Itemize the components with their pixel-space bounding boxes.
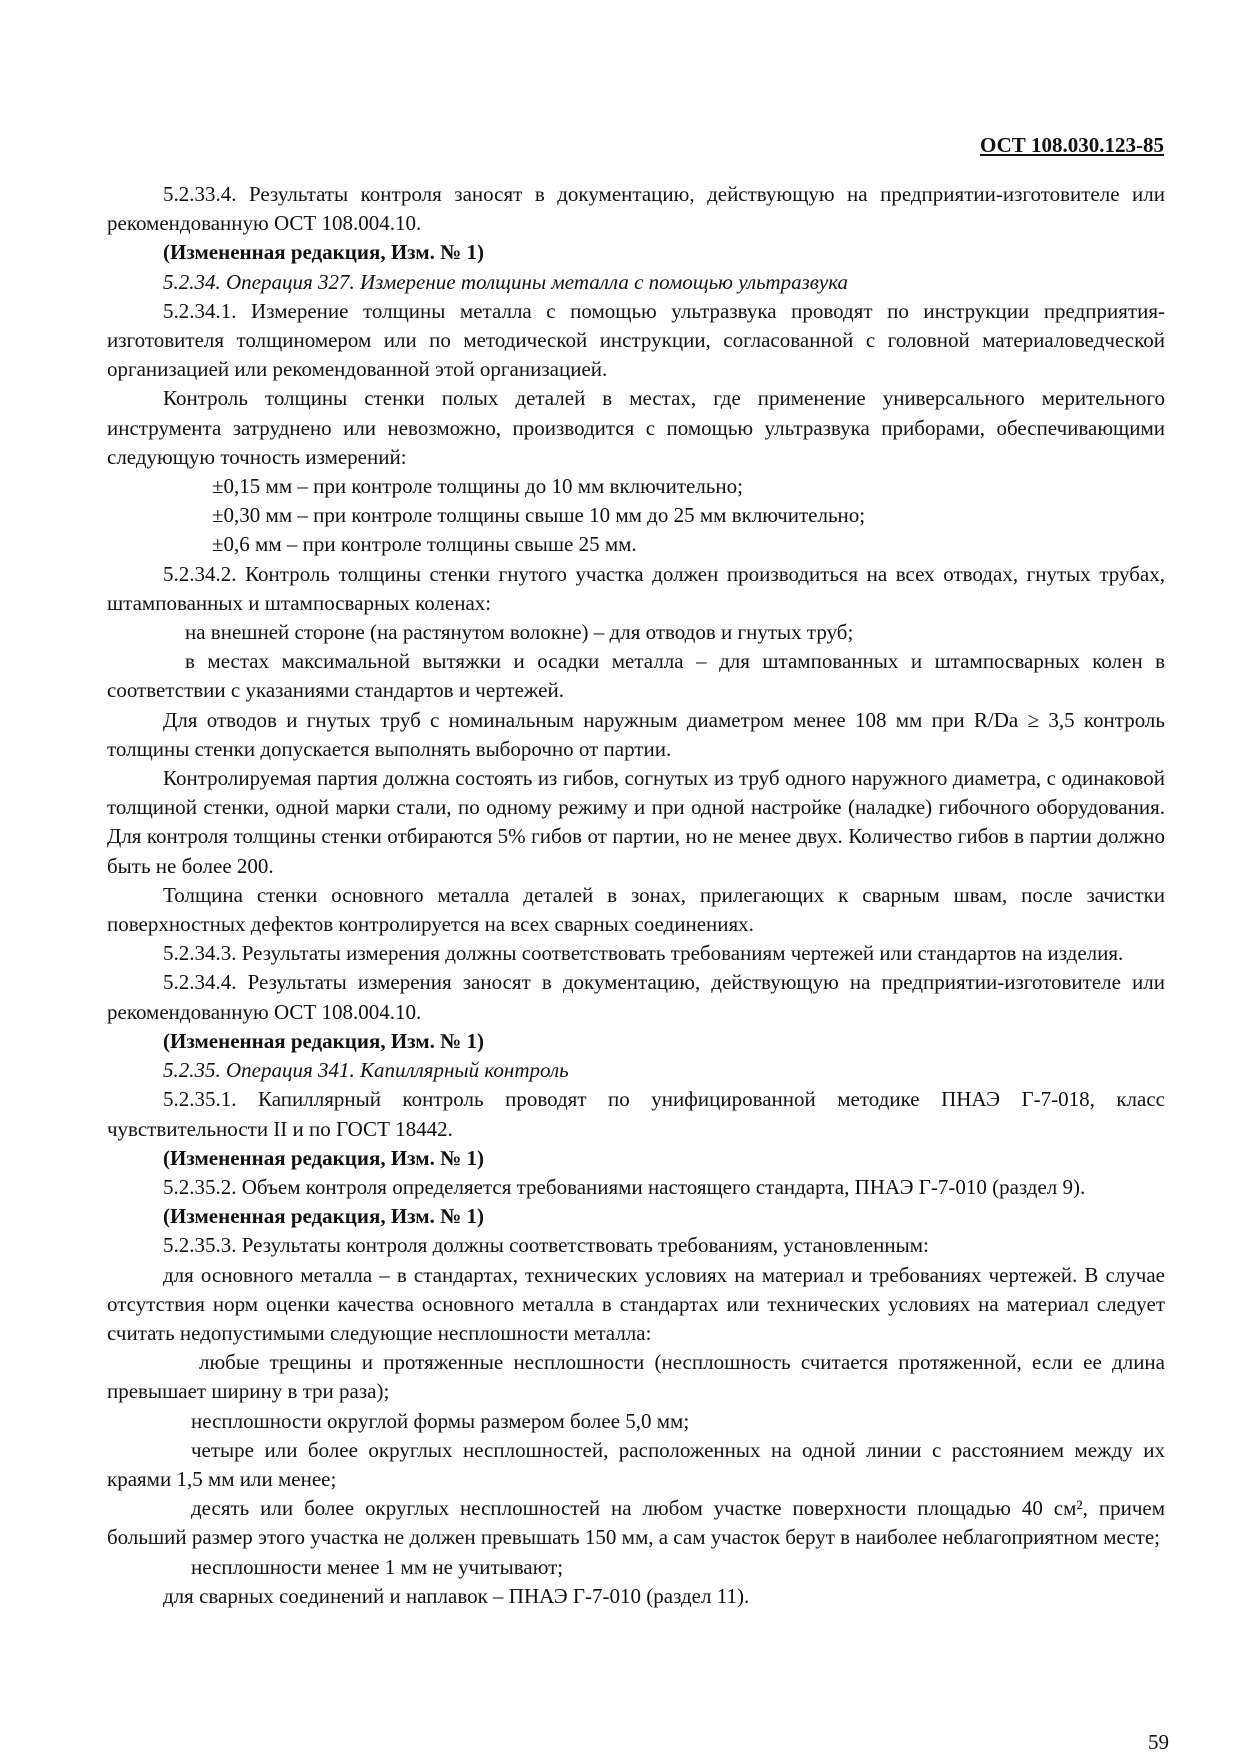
paragraph: 5.2.35.3. Результаты контроля должны соответствовать требованиям, установленным:: [163, 1233, 929, 1258]
amendment-note: (Измененная редакция, Изм. № 1): [163, 1145, 484, 1170]
paragraph: 5.2.34.3. Результаты измерения должны соответствовать требованиям чертежей или стандартов на изделия.: [163, 941, 1124, 966]
document-code: ОСТ 108.030.123-85: [979, 133, 1164, 157]
paragraph: для основного металла – в стандартах, технических условиях на материал и требованиях чертежей. В случае отсутствия норм оценки качества основного металла в стандартах или технических условиях на материал следует считать недопустимыми следующие несплошности металла:: [107, 1262, 1165, 1345]
page-number: 59: [1148, 1730, 1169, 1754]
document-body: [107, 180, 1165, 1611]
paragraph: Толщина стенки основного металла деталей в зонах, прилегающих к сварным швам, после зачистки поверхностных дефектов контролируется на всех сварных соединениях.: [107, 882, 1165, 937]
list-item: десять или более округлых несплошностей на любом участке поверхности площадью 40 см², причем больший размер этого участка не должен превышать 150 мм, а сам участок берут в наиболее неблагоприятном месте;: [107, 1496, 1165, 1550]
paragraph: 5.2.35.1. Капиллярный контроль проводят по унифицированной методике ПНАЭ Г-7-018, класс чувствительности II и по ГОСТ 18442.: [107, 1087, 1165, 1141]
paragraph: 5.2.34.2. Контроль толщины стенки гнутого участка должен производиться на всех отводах, гнутых трубах, штампованных и штампосварных коленах:: [107, 561, 1165, 615]
amendment-note: (Измененная редакция, Изм. № 1): [163, 240, 484, 265]
paragraph: 5.2.34.1. Измерение толщины металла с помощью ультразвука проводят по инструкции предприятия-изготовителя толщиномером или по методической инструкции, согласованной с головной материаловедческой организацией или рекомендованной этой организацией.: [107, 298, 1165, 382]
paragraph: для сварных соединений и наплавок – ПНАЭ Г-7-010 (раздел 11).: [163, 1583, 750, 1608]
paragraph: 5.2.33.4. Результаты контроля заносят в документацию, действующую на предприятии-изготовителе или рекомендованную ОСТ 108.004.10.: [107, 182, 1165, 236]
paragraph: Для отводов и гнутых труб с номинальным наружным диаметром менее 108 мм при R/Da ≥ 3,5 контроль толщины стенки допускается выполнять выборочно от партии.: [107, 707, 1165, 761]
list-item: несплошности менее 1 мм не учитывают;: [191, 1554, 564, 1579]
list-item: четыре или более округлых несплошностей, расположенных на одной линии с расстоянием между их краями 1,5 мм или менее;: [107, 1437, 1165, 1491]
section-heading: 5.2.34. Операция 327. Измерение толщины металла с помощью ультразвука: [163, 269, 849, 294]
amendment-note: (Измененная редакция, Изм. № 1): [163, 1028, 484, 1053]
list-item: ±0,6 мм – при контроле толщины свыше 25 мм.: [212, 532, 637, 557]
list-item: ±0,30 мм – при контроле толщины свыше 10 мм до 25 мм включительно;: [212, 503, 866, 528]
list-item: в местах максимальной вытяжки и осадки металла – для штампованных и штампосварных колен в соответствии с указаниями стандартов и чертежей.: [107, 649, 1165, 703]
list-item: ±0,15 мм – при контроле толщины до 10 мм включительно;: [212, 474, 743, 499]
list-item: любые трещины и протяженные несплошности (несплошность считается протяженной, если ее длина превышает ширину в три раза);: [107, 1350, 1165, 1404]
list-item: на внешней стороне (на растянутом волокне) – для отводов и гнутых труб;: [185, 620, 854, 645]
amendment-note: (Измененная редакция, Изм. № 1): [163, 1204, 484, 1229]
section-heading: 5.2.35. Операция 341. Капиллярный контроль: [163, 1058, 569, 1083]
paragraph: Контроль толщины стенки полых деталей в местах, где применение универсального мерительного инструмента затруднено или невозможно, производится с помощью ультразвука приборами, обеспечивающими следующую точность измерений:: [107, 386, 1165, 469]
paragraph: 5.2.35.2. Объем контроля определяется требованиями настоящего стандарта, ПНАЭ Г-7-010 (раздел 9).: [163, 1174, 1086, 1199]
list-item: несплошности округлой формы размером более 5,0 мм;: [191, 1408, 690, 1433]
paragraph: 5.2.34.4. Результаты измерения заносят в документацию, действующую на предприятии-изготовителе или рекомендованную ОСТ 108.004.10.: [107, 970, 1165, 1024]
paragraph: Контролируемая партия должна состоять из гибов, согнутых из труб одного наружного диаметра, с одинаковой толщиной стенки, одной марки стали, по одному режиму и при одной настройке (наладке) гибочного оборудования. Для контроля толщины стенки отбираются 5% гибов от партии, но не менее двух. Количество гибов в партии должно быть не более 200.: [107, 766, 1165, 878]
